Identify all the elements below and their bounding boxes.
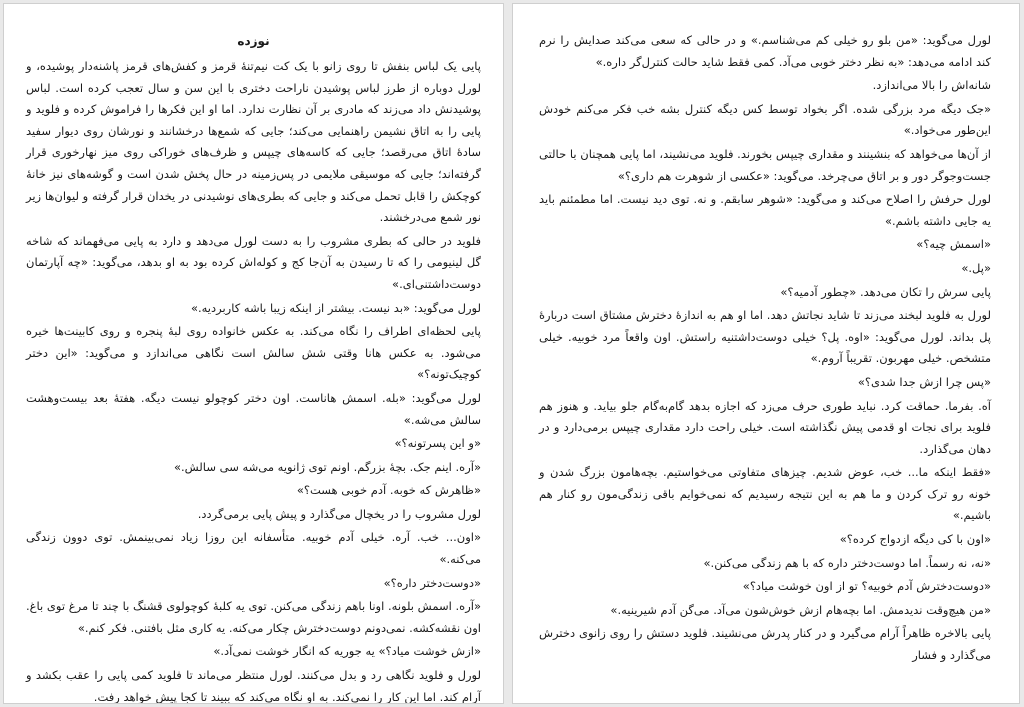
paragraph: «آره. اینم جک. بچهٔ بزرگم. اونم توی ژانویه می‌شه سی سالش.» <box>173 459 481 474</box>
paragraph: «نه، نه رسماً. اما دوست‌دختر داره که با هم زندگی می‌کنن.» <box>703 555 991 570</box>
paragraph: پایی بالاخره ظاهراً آرام می‌گیرد و در کنار پدرش می‌نشیند. فلوید دستش را روی زانوی دخترش می‌گذارد و فشار <box>539 626 991 663</box>
paragraph: «ازش خوشت میاد؟» یه جوریه که انگار خوشت نمی‌آد.» <box>213 644 481 659</box>
paragraph: لورل می‌گوید: «من بلو رو خیلی کم می‌شناسم.» و در حالی که سعی می‌کند صدایش را نرم کند ادامه می‌دهد: «به نظر دختر خوبی می‌آد. کمی فقط شاید حالت کنترل‌گر داره.» <box>539 33 991 69</box>
paragraph: لورل می‌گوید: «بله. اسمش هاناست. اون دختر کوچولو نیست دیگه. هفتهٔ بعد بیست‌وهشت سالش می‌شه.» <box>26 390 481 427</box>
paragraph: لورل مشروب را در یخچال می‌گذارد و پیش پایی برمی‌گردد. <box>197 506 481 521</box>
paragraph: «اون... خب. آره. خیلی آدم خوبیه. متأسفانه این روزا زیاد نمی‌بینمش. توی دوون زندگی می‌کنه.» <box>26 530 481 567</box>
paragraph: لورل و فلوید نگاهی رد و بدل می‌کنند. لورل منتظر می‌ماند تا فلوید کمی پایی را عقب بکشد و آرام کند. اما این کار را نمی‌کند. به او نگاه می‌کند که ببیند تا کجا پیش خواهد رفت. <box>26 668 481 704</box>
left-page-text <box>26 32 481 704</box>
paragraph: پایی لحظه‌ای اطراف را نگاه می‌کند. به عکس خانواده روی لبهٔ پنجره و روی کابینت‌ها خیره می‌شود. به عکس هانا وقتی شش سالش است نگاهی می‌اندازد و می‌گوید: «این دختر کوچیک‌تونه؟» <box>26 324 481 382</box>
paragraph: لورل می‌گوید: «بد نیست. بیشتر از اینکه زیبا باشه کاربردیه.» <box>190 300 481 315</box>
right-page-text <box>539 30 991 697</box>
paragraph: «من هیچ‌وقت ندیدمش. اما بچه‌هام ازش خوش‌شون می‌آد. می‌گن آدم شیرینیه.» <box>610 602 991 617</box>
paragraph: «دوست‌دخترش آدم خوبیه؟ تو از اون خوشت میاد؟» <box>742 579 991 594</box>
paragraph: «اون با کی دیگه ازدواج کرده؟» <box>839 532 991 547</box>
paragraph: «جک دیگه مرد بزرگی شده. اگر بخواد توسط کس دیگه کنترل بشه خب فکر می‌کنم خودش این‌طور می‌خواد.» <box>539 101 991 138</box>
paragraph: «پل.» <box>961 260 991 275</box>
paragraph: «دوست‌دختر داره؟» <box>383 575 481 590</box>
chapter-title: نوزده <box>237 34 270 48</box>
left-page <box>3 3 504 704</box>
paragraph: «فقط اینکه ما... خب، عوض شدیم. چیزهای متفاوتی می‌خواستیم. بچه‌هامون بزرگ شدن و خونه رو ترک کردن و ما هم به این نتیجه رسیدیم که نمی‌خوایم باقی زندگی‌مون رو کنار هم باشیم.» <box>539 465 991 523</box>
paragraph: «آره. اسمش بلونه. اونا باهم زندگی می‌کنن. توی یه کلبهٔ کوچولوی قشنگ با چند تا مرغ توی باغ. اون نقشه‌کشه. نمی‌دونم دوست‌دخترش چکار می‌کنه. یه کاری مثل بافتنی. فکر کنم.» <box>26 599 481 635</box>
paragraph: پایی سرش را تکان می‌دهد. «چطور آدمیه؟» <box>780 284 991 299</box>
paragraph: پایی یک لباس بنفش تا روی زانو با یک کت نیم‌تنهٔ قرمز و کفش‌های قرمز پاشنه‌دار پوشیده، و لورل دوباره از طرز لباس پوشیدن ناراحت دختری با این سن و سال تعجب کرده است. لباس پوشیدنش داد می‌زند که مادری بر آن نظارت ندارد. اما او این فکرها را فراموش کرده و فلوید و پایی را به اتاق نشیمن راهنمایی می‌کند؛ جایی که شمع‌ها درخشانند و نورشان روی دیوار سفید سادهٔ اتاق می‌رقصد؛ جایی که کاسه‌های چیپس و ظرف‌های خوراکی روی میز نهارخوری قرار گرفته‌اند؛ جایی که موسیقی ملایمی در پس‌زمینه در حال پخش شدن است و گوشه‌های نیز خانهٔ کوچکش را قابل تحمل می‌کند و جایی که بطری‌های نوشیدنی در یخدان قرار گرفته و لیوان‌ها زیر نور شمع می‌درخشند. <box>26 59 481 225</box>
paragraph: لورل حرفش را اصلاح می‌کند و می‌گوید: «شوهر سابقم. و نه. توی دید نیست. اما مطمئنم باید یه جایی داشته باشم.» <box>539 192 991 228</box>
paragraph: آه. بفرما. حماقت کرد. نباید طوری حرف می‌زد که اجازه بدهد گام‌به‌گام جلو بیاید. و هنوز هم فلوید برای نجات او قدمی پیش نگذاشته است. خیلی راحت دارد مقداری چیپس برمی‌دارد و در دهان می‌گذارد. <box>539 398 991 456</box>
paragraph: «و این پسرتونه؟» <box>394 436 481 451</box>
paragraph: از آن‌ها می‌خواهد که بنشینند و مقداری چیپس بخورند. فلوید می‌نشیند، اما پایی همچنان با حالتی جست‌وجوگر دور و بر اتاق می‌چرخد. می‌گوید: «عکسی از شوهرت هم داری؟» <box>539 146 991 183</box>
paragraph: «اسمش چیه؟» <box>916 237 991 252</box>
paragraph: «ظاهرش که خوبه. آدم خوبی هست؟» <box>296 483 481 498</box>
paragraph: لورل به فلوید لبخند می‌زند تا شاید نجاتش دهد. اما او هم به اندازهٔ دخترش مشتاق است دربارهٔ پل بداند. لورل می‌گوید: «اوه. پل؟ خیلی دوست‌داشتنیه راستش. اون واقعاً مرد خوبیه. خیلی متشخص. خیلی مهربون. تقریباً آروم.» <box>539 308 991 366</box>
paragraph: «پس چرا ازش جدا شدی؟» <box>857 374 991 389</box>
paragraph: شانه‌اش را بالا می‌اندازد. <box>872 78 991 93</box>
right-page <box>512 3 1020 704</box>
paragraph: فلوید در حالی که بطری مشروب را به دست لورل می‌دهد و دارد به پایی می‌فهماند که شاخه گل لینیومی را که تا رسیدن به آن‌جا کج و کوله‌اش کرده بود به او بدهد، می‌گوید: «چه آپارتمان دوست‌داشتنی‌ای.» <box>26 233 481 291</box>
